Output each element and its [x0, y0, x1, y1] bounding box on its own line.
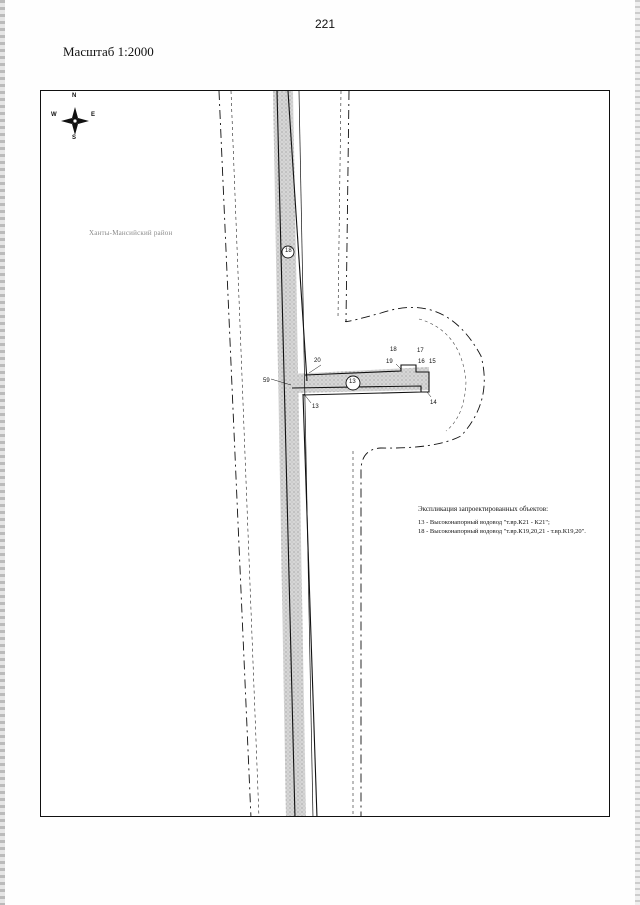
legend — [418, 505, 608, 537]
point-19-label: 19 — [386, 359, 393, 365]
page-number: 221 — [314, 17, 336, 31]
point-18-label: 18 — [390, 347, 397, 353]
map-frame — [40, 90, 610, 817]
road-edge-right — [338, 91, 341, 317]
point-13-label: 13 — [312, 404, 319, 410]
point-16-label: 16 — [418, 359, 425, 365]
compass-north-label: N — [72, 93, 77, 99]
scale-label: Масштаб 1:2000 — [63, 44, 154, 59]
area-label: Ханты-Мансийский район — [89, 229, 173, 237]
compass-south-label: S — [72, 135, 77, 141]
compass-rose-icon — [61, 107, 89, 135]
scan-edge-right — [635, 0, 640, 905]
object-18-label: 18 — [285, 248, 292, 254]
compass-east-label: E — [91, 112, 96, 118]
legend-item: 13 - Высоконапорный водовод "т.вр.К21 - К21"; — [418, 519, 550, 527]
pipeline-18-line-c — [303, 394, 317, 817]
point-14-label: 14 — [430, 400, 437, 406]
outer-boundary-right — [345, 91, 484, 817]
leader-20 — [309, 365, 321, 373]
map-canvas — [41, 91, 610, 817]
legend-title: Экспликация запроектированных объектов: — [418, 505, 549, 513]
point-20-label: 20 — [314, 358, 321, 364]
object-13-label: 13 — [349, 379, 356, 385]
leader-14 — [427, 392, 431, 397]
point-59-label: 59 — [263, 378, 270, 384]
legend-item: 18 - Высоконапорный водовод "т.вр.К19,20,21 - т.вр.К19,20". — [418, 528, 586, 536]
compass-west-label: W — [51, 112, 57, 118]
point-17-label: 17 — [417, 348, 424, 354]
point-15-label: 15 — [429, 359, 436, 365]
leader-19 — [396, 364, 401, 369]
scan-edge-left — [0, 0, 5, 905]
